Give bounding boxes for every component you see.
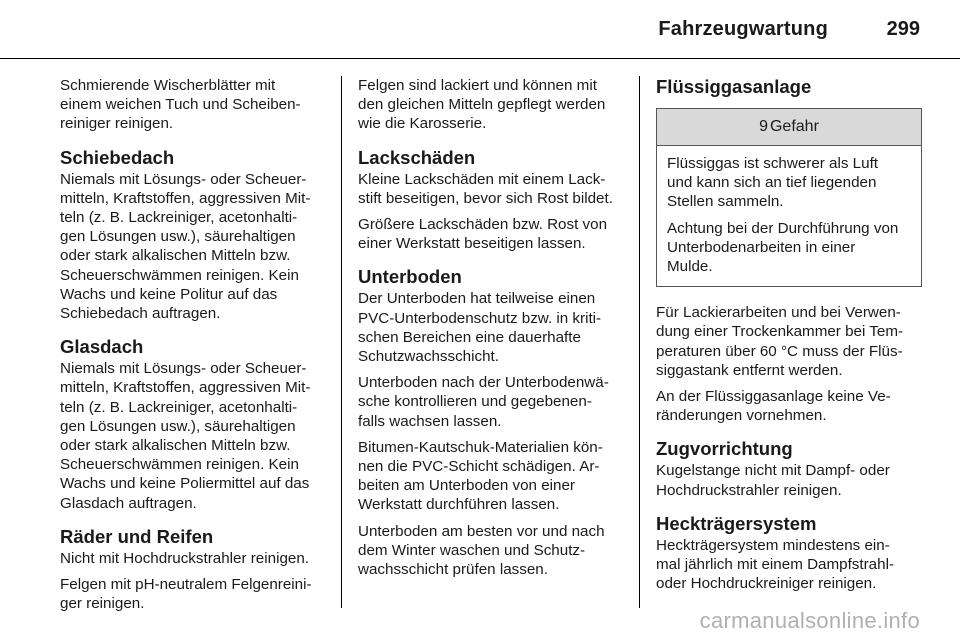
watermark: carmanualsonline.info bbox=[699, 608, 920, 633]
warning-icon: 9 bbox=[759, 118, 768, 136]
schiebedach-text: Niemals mit Lösungs- oder Scheuer- mitteln, Kraftstoffen, aggressiven Mit- teln (z. B. Lackreiniger, acetonhalti- gen Lösungen usw.), säurehaltigen oder stark alkalischen Mitteln bzw. Scheuerschwämmen reinigen. Kein Wachs und keine Politur auf das Schiebedach auftragen. bbox=[60, 170, 311, 323]
column-3 bbox=[656, 76, 922, 600]
column-divider-2 bbox=[639, 76, 640, 608]
heading-glasdach: Glasdach bbox=[60, 336, 144, 358]
heading-schiebedach: Schiebedach bbox=[60, 146, 175, 168]
heading-hecktraegersystem: Heckträgersystem bbox=[656, 512, 817, 534]
column-divider-1 bbox=[341, 76, 342, 608]
page-number: 299 bbox=[886, 18, 920, 40]
danger-text-2: Achtung bei der Durchführung von Unterbodenarbeiten in einer Mulde. bbox=[667, 219, 899, 276]
fluessiggas-text-1: Für Lackierarbeiten und bei Verwen- dung einer Trockenkammer bei Tem- peraturen über 60 °C muss der Flüs- siggastank entfernt werden. bbox=[656, 304, 904, 379]
unterboden-text-1: Der Unterboden hat teilweise einen PVC-Unterbodenschutz bzw. in kriti- schen Bereichen eine dauerhafte Schutzwachsschicht. bbox=[358, 290, 602, 366]
glasdach-text: Niemals mit Lösungs- oder Scheuer- mitteln, Kraftstoffen, aggressiven Mit- teln (z. B. Lackreiniger, acetonhalti- gen Lösungen usw.), säurehaltigen oder stark alkalischen Mitteln bzw. Scheuerschwämmen reinigen. Kein Wachs und keine Poliermittel auf das Glasdach auftragen. bbox=[60, 360, 311, 512]
felgen-paragraph: Felgen sind lackiert und können mit den gleichen Mitteln gepflegt werden wie die Karosserie. bbox=[358, 77, 606, 133]
unterboden-text-3: Bitumen-Kautschuk-Materialien kön- nen die PVC-Schicht schädigen. Ar- beiten am Unterboden von einer Werkstatt durchführen lassen. bbox=[358, 438, 603, 514]
hecktraeger-text: Heckträgersystem mindestens ein- mal jährlich mit einem Dampfstrahl- oder Hochdruckreiniger reinigen. bbox=[656, 536, 895, 593]
lackschaeden-text-2: Größere Lackschäden bzw. Rost von einer Werkstatt beseitigen lassen. bbox=[358, 216, 608, 253]
danger-body bbox=[657, 146, 921, 286]
header-divider bbox=[0, 58, 960, 59]
unterboden-text-2: Unterboden nach der Unterbodenwä- sche kontrollieren und gegebenen- falls wachsen lassen. bbox=[358, 374, 609, 430]
danger-text-1: Flüssiggas ist schwerer als Luft und kann sich an tief liegenden Stellen sammeln. bbox=[667, 155, 879, 211]
unterboden-text-4: Unterboden am besten vor und nach dem Winter waschen und Schutz- wachsschicht prüfen lassen. bbox=[358, 522, 605, 579]
heading-zugvorrichtung: Zugvorrichtung bbox=[656, 438, 793, 460]
heading-raeder-reifen: Räder und Reifen bbox=[60, 525, 214, 547]
heading-fluessiggasanlage: Flüssiggasanlage bbox=[656, 76, 812, 97]
heading-lackschaeden: Lackschäden bbox=[358, 146, 476, 168]
raeder-text-2: Felgen mit pH-neutralem Felgenreini- ger reinigen. bbox=[60, 576, 312, 613]
column-2 bbox=[358, 76, 628, 586]
column-1 bbox=[60, 76, 330, 620]
fluessiggas-text-2: An der Flüssiggasanlage keine Ve- ränderungen vornehmen. bbox=[656, 388, 891, 425]
page-header-title: Fahrzeugwartung bbox=[658, 18, 828, 40]
danger-warning-box bbox=[656, 108, 922, 287]
raeder-text-1: Nicht mit Hochdruckstrahler reinigen. bbox=[60, 549, 309, 567]
danger-header bbox=[657, 109, 921, 146]
heading-unterboden: Unterboden bbox=[358, 266, 462, 288]
lackschaeden-text-1: Kleine Lackschäden mit einem Lack- stift beseitigen, bevor sich Rost bildet. bbox=[358, 170, 613, 207]
danger-title: Gefahr bbox=[769, 118, 819, 136]
zugvorrichtung-text: Kugelstange nicht mit Dampf- oder Hochdruckstrahler reinigen. bbox=[656, 462, 890, 499]
intro-paragraph: Schmierende Wischerblätter mit einem weichen Tuch und Scheiben- reiniger reinigen. bbox=[60, 77, 301, 133]
